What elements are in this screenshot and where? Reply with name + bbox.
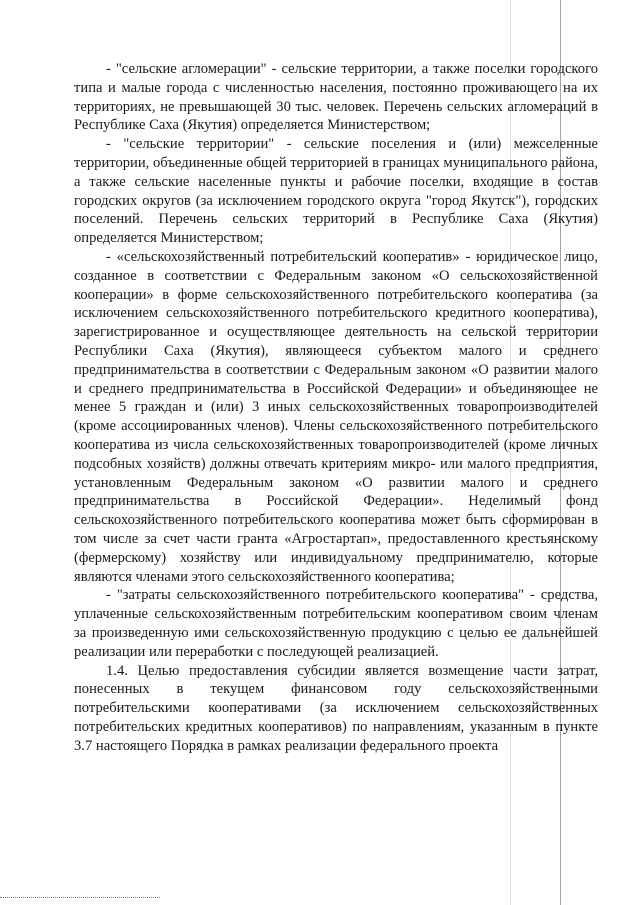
definition-rural-agglomerations: - "сельские агломерации" - сельские территории, а также поселки городского типа и малые города с численностью населения, постоянно проживающего на их территориях, не превышающей 30 тыс. человек. Перечень сельских агломераций в Республике Саха (Якутия) определяется Министерством;: [74, 61, 598, 134]
page-bottom-rule: [0, 897, 160, 899]
clause-1-4-subsidy-purpose: 1.4. Целью предоставления субсидии является возмещение части затрат, понесенных в текущем финансовом году сельскохозяйственными потребительскими кооперативами (за исключением сельскохозяйственных потребительских кредитных кооперативов) по направлениям, указанным в пункте 3.7 настоящего Порядка в рамках реализации федерального проекта: [74, 662, 598, 754]
definition-rural-territories: - "сельские территории" - сельские поселения и (или) межселенные территории, объединенные общей территорией в границах муниципального района, а также сельские населенные пункты и рабочие поселки, входящие в состав городских округов (за исключением городского округа "город Якутск"), городских поселений. Перечень сельских территорий в Республике Саха (Якутия) определяется Министерством;: [74, 136, 598, 247]
definition-cooperative-expenses: - "затраты сельскохозяйственного потребительского кооператива" - средства, уплаченные сельскохозяйственным потребительским кооперативом своим членам за произведенную ими сельскохозяйственную продукцию с целью ее дальнейшей реализации или переработки с последующей реализацией.: [74, 587, 598, 660]
document-body: [74, 60, 598, 755]
definition-agricultural-cooperative: - «сельскохозяйственный потребительский кооператив» - юридическое лицо, созданное в соответствии с Федеральным законом «О сельскохозяйственной кооперации» в форме сельскохозяйственного потребительского кооператива (за исключением сельскохозяйственного потребительского кредитного кооператива), зарегистрированное и осуществляющее деятельность на сельской территории Республики Саха (Якутия), являющееся субъектом малого и среднего предпринимательства в соответствии с Федеральным законом «О развитии малого и среднего предпринимательства в Российской Федерации» и объединяющее не менее 5 граждан и (или) 3 иных сельскохозяйственных товаропроизводителей (кроме ассоциированных членов). Члены сельскохозяйственного потребительского кооператива из числа сельскохозяйственных товаропроизводителей (кроме личных подсобных хозяйств) должны отвечать критериям микро- или малого предприятия, установленным Федеральным законом «О развитии малого и среднего предпринимательства в Российской Федерации». Неделимый фонд сельскохозяйственного потребительского кооператива может быть сформирован в том числе за счет части гранта «Агростартап», предоставленного крестьянскому (фермерскому) хозяйству или индивидуальному предпринимателю, которые являются членами этого сельскохозяйственного кооператива;: [74, 248, 598, 585]
